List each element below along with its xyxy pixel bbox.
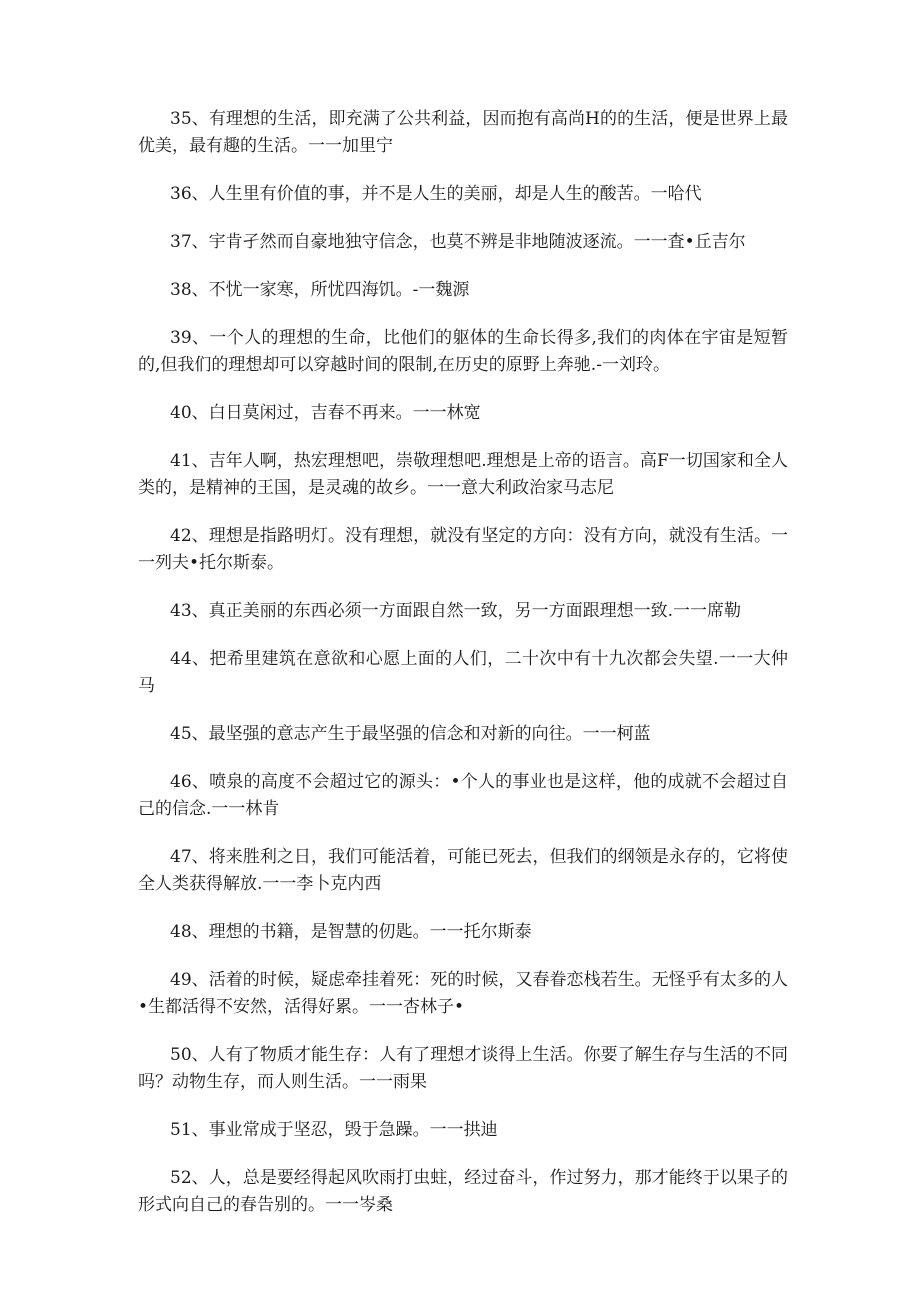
quote-40: 40、白日莫闲过，吉春不再来。一一林宽	[170, 403, 481, 423]
quote-44: 44、把希里建筑在意欲和心愿上面的人们，二十次中有十九次都会失望.一一大仲马	[138, 649, 788, 696]
quote-48: 48、理想的书籍，是智慧的仞匙。一一托尔斯泰	[170, 922, 532, 942]
quote-39: 39、一个人的理想的生命，比他们的躯体的生命长得多,我们的肉体在宇宙是短暂的,但我们的理想却可以穿越时间的限制,在历史的原野上奔驰.-一刘玲。	[138, 328, 788, 375]
quote-37: 37、宇肯孑然而自豪地独守信念，也莫不辨是非地随波逐流。一一査•丘吉尔	[170, 232, 746, 252]
quote-52: 52、人，总是要经得起风吹雨打虫蛀，经过奋斗，作过努力，那才能终于以果子的形式向自己的春告别的。一一岑桑	[138, 1168, 788, 1215]
quote-38: 38、不忧一家寒，所忧四海饥。-一魏源	[170, 280, 470, 300]
quote-47: 47、将来胜利之日，我们可能活着，可能已死去，但我们的纲领是永存的，它将使全人类获得解放.一一李卜克内西	[138, 847, 788, 894]
quote-42: 42、理想是指路明灯。没有理想，就没有坚定的方向：没有方向，就没有生活。一一列夫•托尔斯泰。	[138, 526, 788, 573]
quote-50: 50、人有了物质才能生存：人有了理想才谈得上生活。你要了解生存与生活的不同吗？动物生存，而人则生活。一一雨果	[138, 1045, 788, 1092]
quote-45: 45、最坚强的意志产生于最坚强的信念和对新的向往。一一柯蓝	[170, 724, 651, 744]
quote-49: 49、活着的时候，疑虑牵挂着死：死的时候，又春眷恋栈若生。无怪乎有太多的人•生都活得不安然，活得好累。一一杏林子•	[138, 970, 788, 1017]
quote-35: 35、有理想的生活，即充满了公共利益，因而抱有高尚H的的生活，便是世界上最优美，最有趣的生活。一一加里宁	[138, 109, 788, 156]
quote-51: 51、事业常成于坚忍，毁于急躁。一一拱迪	[170, 1120, 498, 1140]
quote-41: 41、吉年人啊，热宏理想吧，崇敬理想吧.理想是上帝的语言。高F一切国家和全人类的，是精神的王国，是灵魂的故乡。一一意大利政治家马志尼	[138, 451, 788, 498]
quote-43: 43、真正美丽的东西必须一方面跟自然一致，另一方面跟理想一致.一一席勒	[170, 601, 742, 621]
quote-46: 46、喷泉的高度不会超过它的源头：•个人的事业也是这样，他的成就不会超过自己的信念.一一林肯	[138, 772, 788, 819]
quote-36: 36、人生里有价值的事，并不是人生的美丽，却是人生的酸苦。一哈代	[170, 184, 702, 204]
document-body	[138, 106, 788, 1240]
